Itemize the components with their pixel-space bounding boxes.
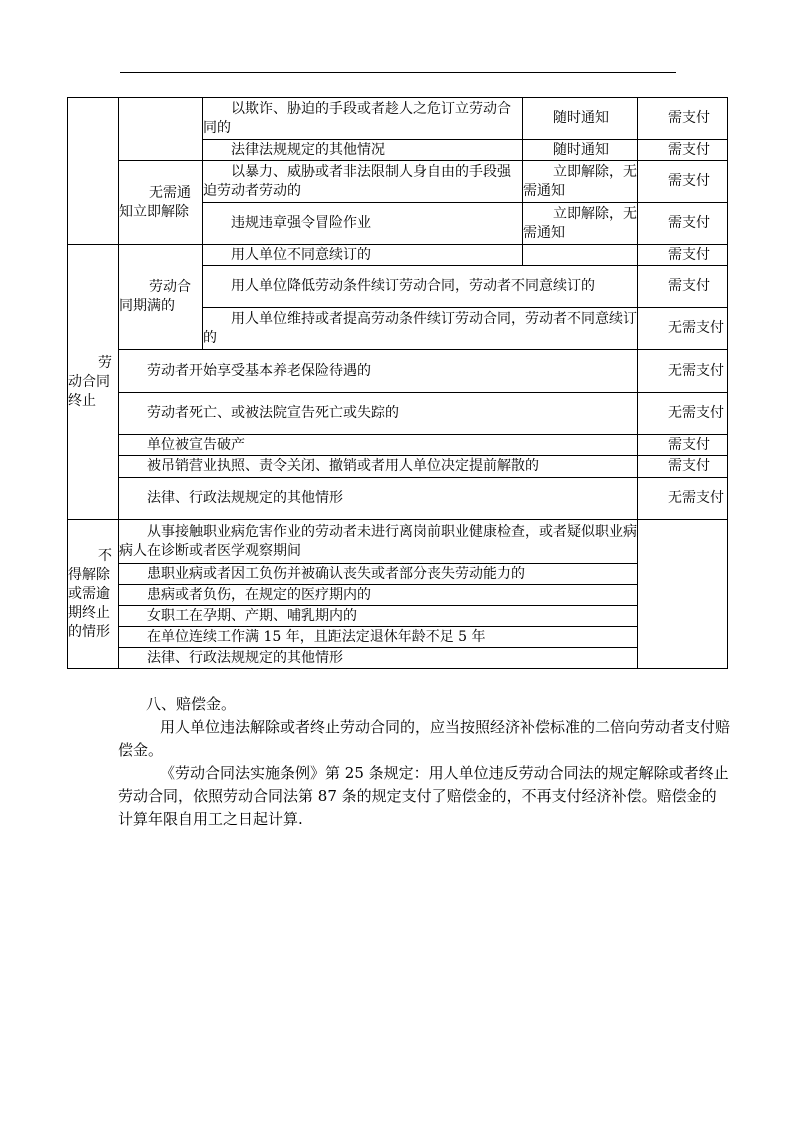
table-row [68,161,728,203]
table-row [68,456,728,478]
reason-cell: 法律法规规定的其他情况 [203,140,523,161]
reason-cell: 劳动者开始享受基本养老保险待遇的 [119,350,638,393]
table-row [68,245,728,266]
table-row [68,98,728,140]
termination-table [67,97,728,669]
table-row [68,648,728,669]
pay-cell: 需支付 [638,203,728,245]
notice-cell: 立即解除，无需通知 [523,203,638,245]
table-row [68,435,728,456]
table-row [68,393,728,435]
group-contract-expiry: 劳动合同期满的 [119,245,203,350]
pay-cell: 需支付 [638,456,728,478]
reason-cell: 劳动者死亡、或被法院宣告死亡或失踪的 [119,393,638,435]
reason-cell: 被吊销营业执照、责令关闭、撤销或者用人单位决定提前解散的 [119,456,638,478]
group-cell-empty-2 [119,98,203,161]
reason-cell: 以暴力、威胁或者非法限制人身自由的手段强迫劳动者劳动的 [203,161,523,203]
reason-cell: 用人单位降低劳动条件续订劳动合同，劳动者不同意续订的 [203,266,638,308]
reason-cell: 违规违章强令冒险作业 [203,203,523,245]
table-row [68,627,728,648]
notice-cell: 随时通知 [523,98,638,140]
condition-cell: 患职业病或者因工负伤并被确认丧失或者部分丧失劳动能力的 [119,564,638,585]
paragraph-compensation: 用人单位违法解除或者终止劳动合同的，应当按照经济补偿标准的二倍向劳动者支付赔偿金。 [118,718,731,759]
reason-cell: 用人单位维持或者提高劳动条件续订劳动合同，劳动者不同意续订的 [203,308,638,350]
reason-cell: 以欺诈、胁迫的手段或者趁人之危订立劳动合同的 [203,98,523,140]
table-row [68,520,728,564]
pay-cell: 需支付 [638,161,728,203]
table-row [68,585,728,606]
pay-cell: 无需支付 [638,350,728,393]
group-contract-termination: 劳动合同终止 [68,245,119,520]
group-immediate-dismissal: 无需通知立即解除 [119,161,203,245]
pay-cell: 需支付 [638,266,728,308]
group-cell-empty [68,98,119,245]
pay-cell: 需支付 [638,98,728,140]
pay-cell: 无需支付 [638,308,728,350]
table-row [68,350,728,393]
condition-cell: 从事接触职业病危害作业的劳动者未进行离岗前职业健康检查，或者疑似职业病病人在诊断或者医学观察期间 [119,520,638,564]
group-cannot-terminate: 不得解除或需逾期终止的情形 [68,520,119,669]
header-rule [120,72,676,73]
condition-cell: 患病或者负伤，在规定的医疗期内的 [119,585,638,606]
notice-cell: 随时通知 [523,140,638,161]
pay-cell: 无需支付 [638,393,728,435]
condition-cell: 女职工在孕期、产期、哺乳期内的 [119,606,638,627]
reason-cell: 法律、行政法规规定的其他情形 [119,478,638,520]
pay-cell: 无需支付 [638,478,728,520]
notice-cell: 立即解除，无需通知 [523,161,638,203]
pay-cell-empty [638,520,728,669]
section-heading: 八、赔偿金。 [146,695,237,713]
reason-cell: 单位被宣告破产 [119,435,638,456]
table-row [68,564,728,585]
notice-cell-empty [523,245,638,266]
pay-cell: 需支付 [638,245,728,266]
reason-cell: 用人单位不同意续订的 [203,245,523,266]
table-row [68,606,728,627]
pay-cell: 需支付 [638,435,728,456]
paragraph-regulation: 《劳动合同法实施条例》第 25 条规定：用人单位违反劳动合同法的规定解除或者终止劳动合同，依照劳动合同法第 87 条的规定支付了赔偿金的，不再支付经济补偿。赔偿金的计算年限自用工之日起计算. [118,764,729,828]
pay-cell: 需支付 [638,140,728,161]
table-row [68,478,728,520]
condition-cell: 法律、行政法规规定的其他情形 [119,648,638,669]
condition-cell: 在单位连续工作满 15 年，且距法定退休年龄不足 5 年 [119,627,638,648]
